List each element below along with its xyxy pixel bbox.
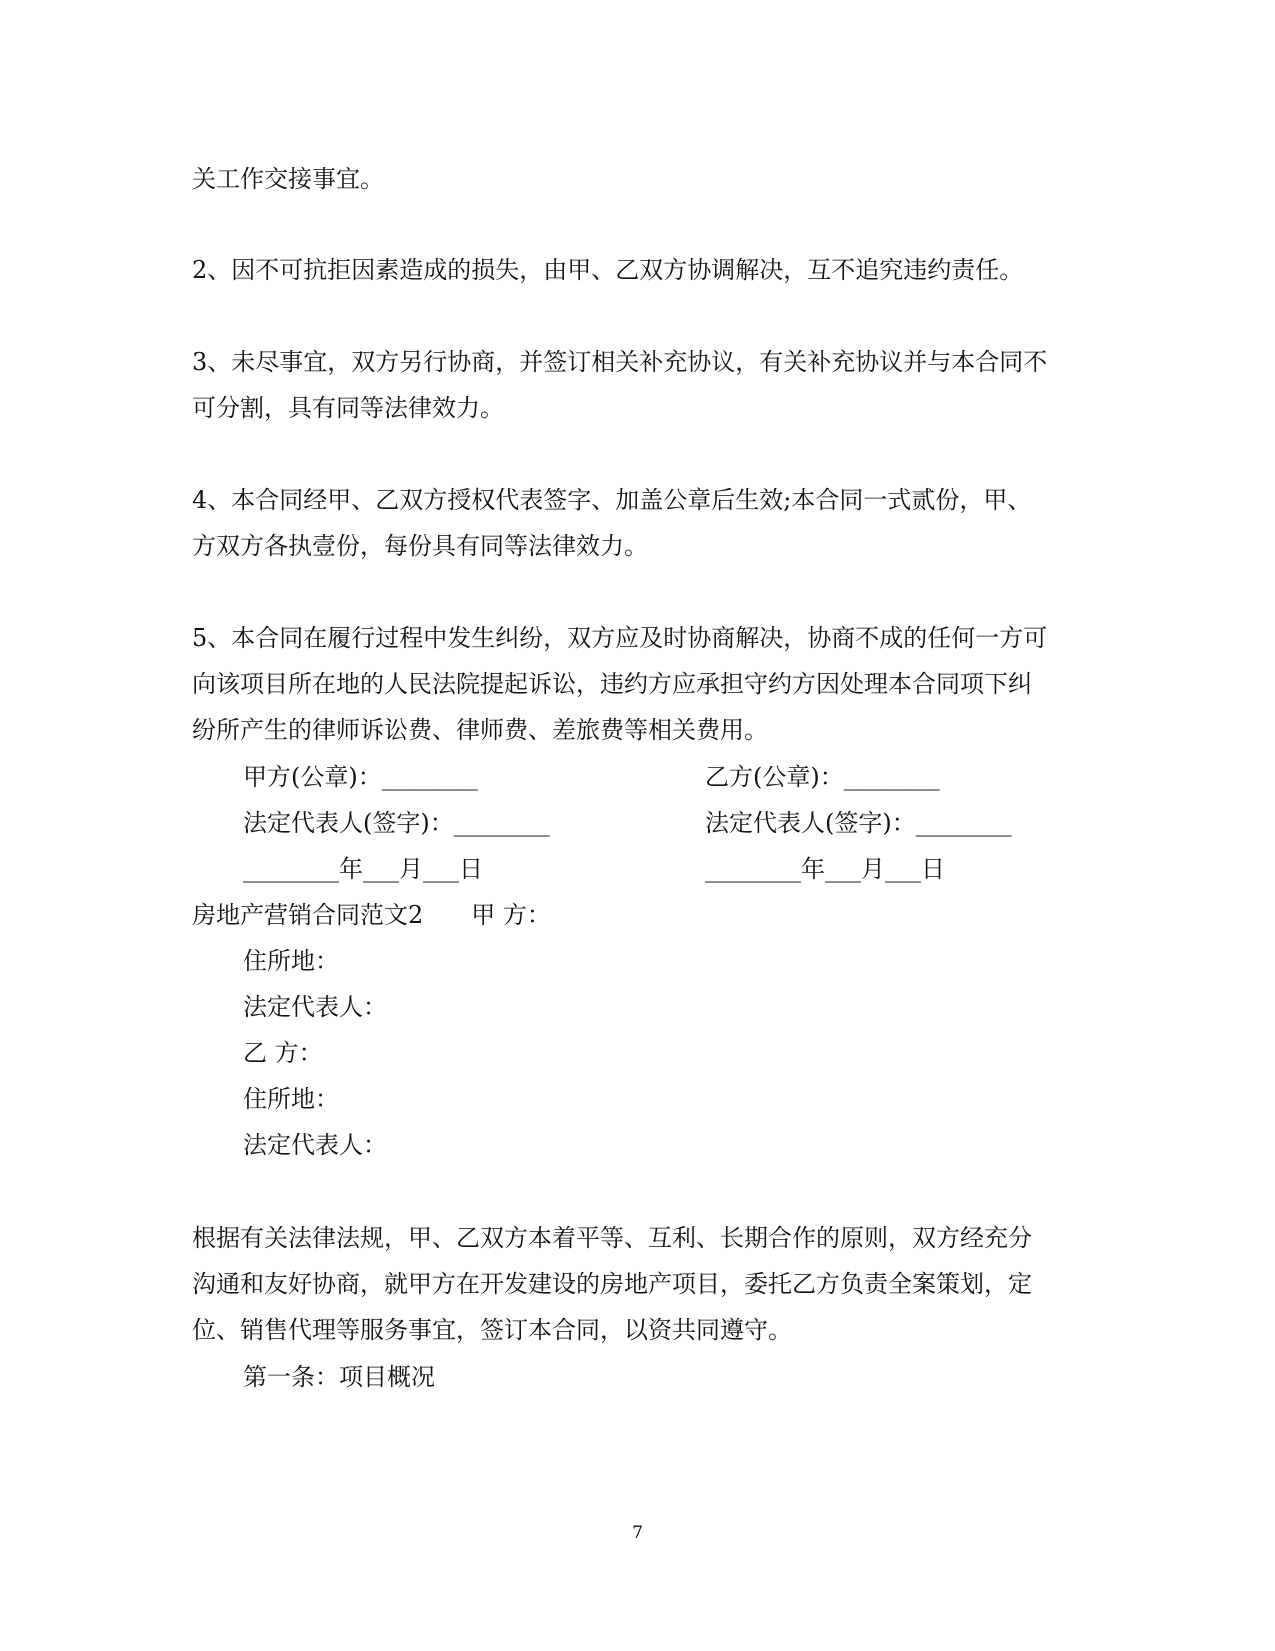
clause-5-line-2: 向该项目所在地的人民法院提起诉讼，违约方应承担守约方因处理本合同项下纠 (192, 670, 1032, 698)
party-a-date: ________年___月___日 (243, 855, 483, 883)
party-a-address: 住所地： (243, 947, 339, 975)
preamble-line-1: 根据有关法律法规，甲、乙双方本着平等、互利、长期合作的原则，双方经充分 (192, 1224, 1032, 1252)
party-a-seal: 甲方(公章)：________ (243, 763, 478, 791)
preamble-line-3: 位、销售代理等服务事宜，签订本合同，以资共同遵守。 (192, 1316, 792, 1344)
clause-5-line-3: 纷所产生的律师诉讼费、律师费、差旅费等相关费用。 (192, 716, 768, 744)
clause-4-line-1: 4、本合同经甲、乙双方授权代表签字、加盖公章后生效;本合同一式贰份，甲、 (192, 486, 1032, 514)
article-1-heading: 第一条：项目概况 (243, 1363, 435, 1391)
party-a-legal-rep: 法定代表人： (243, 993, 387, 1021)
party-a-rep: 法定代表人(签字)：________ (243, 809, 550, 837)
preamble-line-2: 沟通和友好协商，就甲方在开发建设的房地产项目，委托乙方负责全案策划，定 (192, 1270, 1032, 1298)
clause-3-line-2: 可分割，具有同等法律效力。 (192, 394, 504, 422)
party-b-rep: 法定代表人(签字)：________ (705, 809, 1012, 837)
page-number: 7 (632, 1523, 643, 1543)
party-b-date: ________年___月___日 (705, 855, 945, 883)
party-b-seal: 乙方(公章)：________ (705, 763, 940, 791)
clause-4-line-2: 方双方各执壹份，每份具有同等法律效力。 (192, 532, 648, 560)
clause-5-line-1: 5、本合同在履行过程中发生纠纷，双方应及时协商解决，协商不成的任何一方可 (192, 624, 1048, 652)
clause-2: 2、因不可抗拒因素造成的损失，由甲、乙双方协调解决，互不追究违约责任。 (192, 256, 1024, 284)
text-line: 关工作交接事宜。 (192, 165, 384, 193)
party-b-address: 住所地： (243, 1085, 339, 1113)
party-b-label: 乙 方： (243, 1039, 323, 1067)
party-b-legal-rep: 法定代表人： (243, 1131, 387, 1159)
section-2-heading: 房地产营销合同范文2 甲 方： (192, 901, 551, 929)
clause-3-line-1: 3、未尽事宜，双方另行协商，并签订相关补充协议，有关补充协议并与本合同不 (192, 348, 1048, 376)
